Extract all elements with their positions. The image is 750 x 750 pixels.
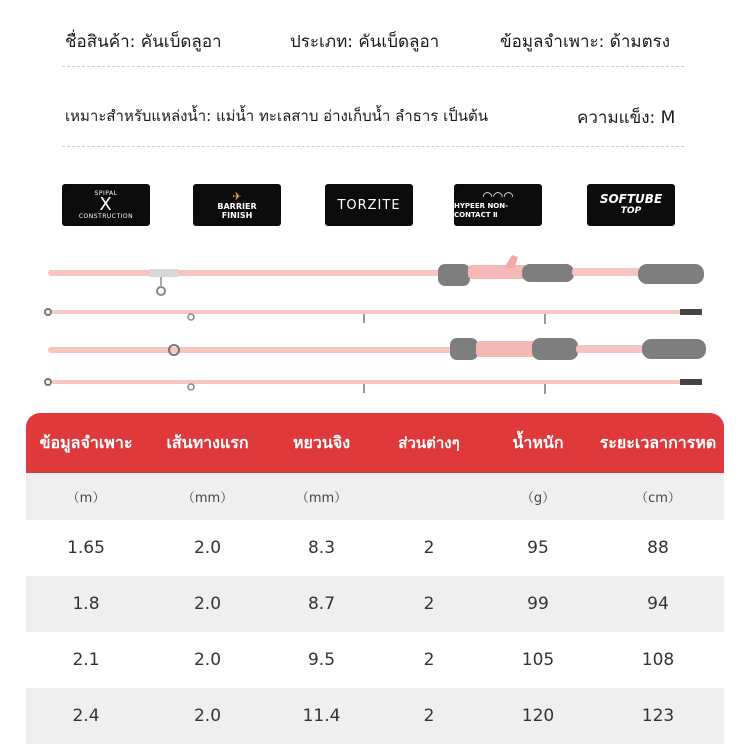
rod-butt-section-2 (48, 338, 706, 360)
table-cell: 105 (521, 650, 555, 670)
table-cell: 2.0 (193, 706, 222, 726)
unit-cell: （mm） (181, 491, 234, 506)
barrier-finish-badge (193, 184, 281, 226)
table-cell: 9.5 (307, 650, 336, 670)
table-cell: 123 (641, 706, 675, 726)
table-cell: 2 (423, 594, 435, 614)
table-cell: 95 (527, 538, 549, 558)
unit-cell: （mm） (295, 491, 348, 506)
header-sections: ส่วนต่างๆ (398, 434, 460, 452)
table-cell: 2 (423, 538, 435, 558)
header-yuanjing: หยวนจิง (292, 432, 351, 452)
header-weight: น้ำหนัก (512, 432, 564, 452)
header-spec: ข้อมูลจำเพาะ (39, 432, 133, 452)
unit-cell: （g） (520, 491, 556, 506)
bird-icon: ✈ (232, 189, 242, 203)
divider-bottom (62, 146, 684, 147)
rod-tip-section-1 (45, 309, 702, 324)
table-header (26, 413, 724, 473)
rod-butt-section-1 (48, 255, 704, 295)
badge-top-text: SPIPAL (94, 190, 118, 197)
feature-badges (0, 184, 750, 228)
hardness: ความแข็ง: M (577, 108, 676, 128)
table-cell: 1.65 (67, 538, 105, 558)
spec-table (26, 413, 724, 744)
table-row (26, 520, 724, 576)
unit-cell: （cm） (635, 491, 681, 506)
units-row (26, 473, 724, 520)
table-cell: 108 (641, 650, 675, 670)
product-name: ชื่อสินค้า: คันเบ็ดลูอา (65, 32, 222, 52)
table-cell: 99 (527, 594, 549, 614)
table-cell: 2 (423, 706, 435, 726)
table-cell: 2.0 (193, 594, 222, 614)
table-row (26, 688, 724, 744)
table-cell: 2.0 (193, 650, 222, 670)
header-retract-length: ระยะเวลาการหด (599, 432, 717, 452)
table-cell: 2 (423, 650, 435, 670)
arc-icon: ◠◠◠ (482, 189, 514, 203)
torzite-badge (325, 184, 413, 226)
fishing-rod-illustration (0, 255, 750, 400)
spipal-x-badge (62, 184, 150, 226)
badge-bottom-text: FINISH (221, 210, 253, 220)
unit-cell: （m） (66, 491, 106, 506)
table-cell: 8.3 (307, 538, 336, 558)
table-cell: 8.7 (307, 594, 336, 614)
badge-bottom-text: CONSTRUCTION (78, 213, 134, 220)
table-cell: 94 (647, 594, 669, 614)
table-cell: 120 (521, 706, 555, 726)
table-cell: 2.4 (72, 706, 100, 726)
divider-top (62, 66, 684, 67)
badge-bottom-text: TOP (620, 206, 642, 216)
table-cell: 1.8 (72, 594, 100, 614)
suitable-water: เหมาะสำหรับแหล่งน้ำ: แม่น้ำ ทะเลสาบ อ่างเก็บน้ำ ลำธาร เป็นต้น (65, 107, 488, 125)
product-spec: ข้อมูลจำเพาะ: ด้ามตรง (500, 32, 671, 52)
product-type: ประเภท: คันเบ็ดลูอา (290, 32, 440, 52)
hypeer-non-contact-badge (454, 184, 542, 226)
badge-mid-text: X (99, 194, 113, 215)
badge-mid-text: HYPEER NON-CONTACT Ⅱ (454, 202, 509, 219)
table-cell: 11.4 (302, 706, 341, 726)
header-first-path: เส้นทางแรก (166, 432, 249, 452)
table-cell: 2.1 (72, 650, 100, 670)
table-row (26, 632, 724, 688)
rod-tip-section-2 (45, 379, 702, 394)
badge-mid-text: TORZITE (337, 197, 401, 213)
table-cell: 2.0 (193, 538, 222, 558)
badge-mid-text: BARRIER (217, 201, 257, 211)
table-cell: 88 (647, 538, 669, 558)
badge-mid-text: SOFTUBE (599, 192, 663, 206)
table-row (26, 576, 724, 632)
softube-top-badge (587, 184, 675, 226)
